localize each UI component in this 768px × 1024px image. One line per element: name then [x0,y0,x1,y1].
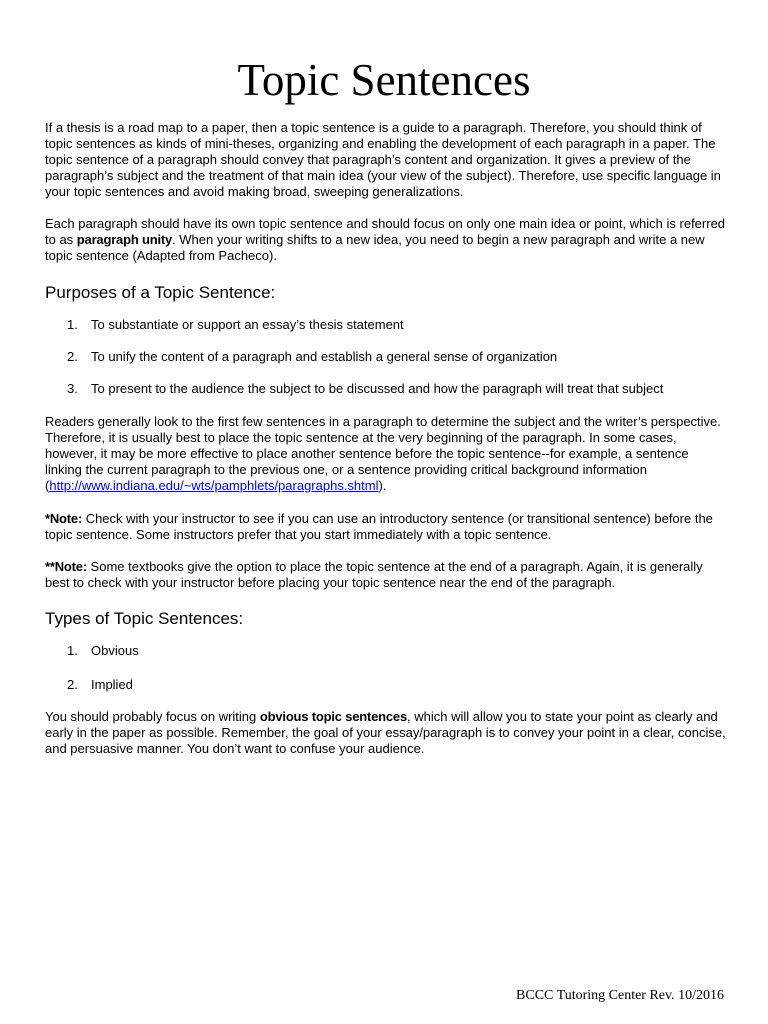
note-label: *Note: [45,511,83,526]
note-label: **Note: [45,559,87,574]
type-item [67,677,133,693]
footer-revision: BCCC Tutoring Center Rev. 10/2016 [516,988,724,1003]
purpose-item-text: To substantiate or support an essay’s thesis statement [91,317,404,332]
type-item-text: Obvious [91,643,139,658]
note-instructor-intro [45,511,727,543]
intro-paragraph: If a thesis is a road map to a paper, then a topic sentence is a guide to a paragraph. Therefore, you should think of topic sentences as kinds of mini-theses, organizing and enabling the development of each paragraph in a paper. The topic sentence of a paragraph should convey that paragraph’s content and organization. It gives a preview of the paragraph’s subject and the treatment of that main idea (your view of the subject). Therefore, use specific language in your topic sentences and avoid making broad, sweeping generalizations. [45,120,721,199]
purpose-item-number: 1. [67,317,78,332]
purpose-item [67,317,404,333]
paragraph-unity-text-before: Each paragraph should have its own topic sentence and should focus on only one main idea or point, which is referred to as [45,216,726,247]
types-heading: Types of Topic Sentences: [45,609,244,628]
indiana-paragraphs-link[interactable]: http://www.indiana.edu/~wts/pamphlets/paragraphs.shtml [49,478,379,493]
purpose-item-text: To unify the content of a paragraph and establish a general sense of organization [91,349,558,364]
purposes-heading: Purposes of a Topic Sentence: [45,283,276,302]
type-item-text: Implied [91,677,133,692]
type-item [67,643,139,659]
readers-text-before: Readers generally look to the first few sentences in a paragraph to determine the subject and the writer’s perspective. Therefore, it is usually best to place the topic sentence at the very beginning of the paragraph. In some cases, however, it may be more effective to place another sentence before the topic sentence--for example, a sentence linking the current paragraph to the previous one, or a sentence providing critical background information ( [45,414,721,493]
closing-text-after: , which will allow you to state your point as clearly and early in the paper as possible. Remember, the goal of your essay/paragraph is to convey your point in a clear, concise, and persuasive manner. You don’t want to confuse your audience. [45,709,726,756]
obvious-topic-sentences-term: obvious topic sentences [259,709,407,724]
type-item-number: 1. [67,643,78,658]
readers-paragraph [45,414,727,494]
closing-text-before: You should probably focus on writing [45,709,260,724]
paragraph-unity-text-after: . When your writing shifts to a new idea, you need to begin a new paragraph and write a new topic sentence (Adapted from Pacheco). [45,232,705,263]
note-text: Check with your instructor to see if you can use an introductory sentence (or transitional sentence) before the topic sentence. Some instructors prefer that you start immediately with a topic sentence. [45,511,713,542]
paragraph-unity-paragraph [45,216,727,264]
note-text: Some textbooks give the option to place the topic sentence at the end of a paragraph. Again, it is generally best to check with your instructor before placing your topic sentence near the end of the paragraph. [45,559,703,590]
purpose-item [67,349,557,365]
paragraph-unity-term: paragraph unity [76,232,173,247]
purpose-item-number: 2. [67,349,78,364]
purpose-item [67,381,663,397]
closing-paragraph [45,709,727,757]
note-end-placement [45,559,727,591]
page-title: Topic Sentences [237,55,531,105]
purpose-item-text: To present to the audience the subject to be discussed and how the paragraph will treat that subject [91,381,664,396]
type-item-number: 2. [67,677,78,692]
readers-text-after: ). [378,478,387,493]
purpose-item-number: 3. [67,381,78,396]
